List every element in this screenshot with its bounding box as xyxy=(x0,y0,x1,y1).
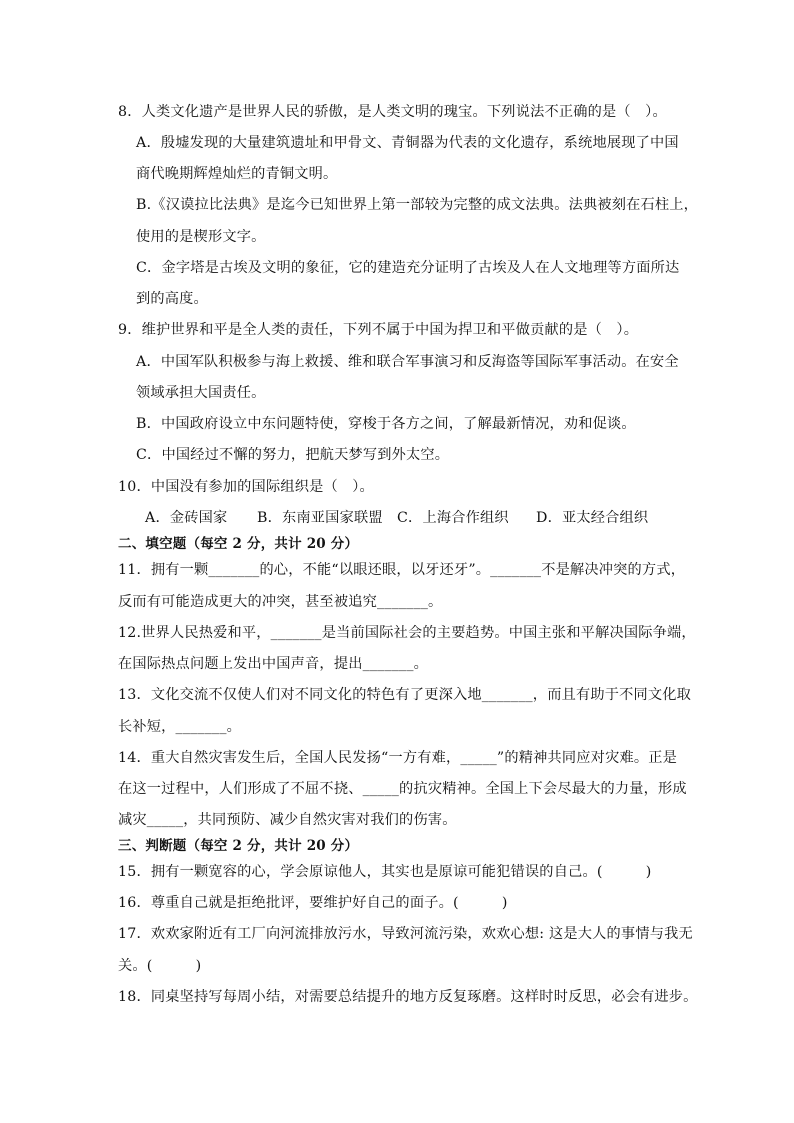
q12-line2: 在国际热点问题上发出中国声音，提出_______。 xyxy=(118,656,429,672)
q8-stem: 8．人类文化遗产是世界人民的骄傲，是人类文明的瑰宝。下列说法不正确的是（ ）。 xyxy=(118,104,667,120)
q10-option-d: D．亚太经合组织 xyxy=(536,510,649,526)
q11-line1: 11．拥有一颗_______的心，不能“以眼还眼，以牙还牙”。_______不是解决冲突的方式， xyxy=(118,562,686,578)
q14-line2: 在这一过程中，人们形成了不屈不挠、_____的抗灾精神。全国上下会尽最大的力量，形成 xyxy=(118,781,687,797)
section-fill-blank-heading: 二、填空题（每空 2 分，共计 20 分） xyxy=(118,536,359,552)
section-judgement-heading: 三、判断题（每空 2 分，共计 20 分） xyxy=(118,838,359,854)
q8-option-c-line2: 到的高度。 xyxy=(136,291,208,307)
q15-line1: 15．拥有一颗宽容的心，学会原谅他人，其实也是原谅可能犯错误的自己。( ) xyxy=(118,864,652,880)
q9-option-c: C．中国经过不懈的努力，把航天梦写到外太空。 xyxy=(136,447,450,463)
q8-option-a-line2: 商代晚期辉煌灿烂的青铜文明。 xyxy=(136,166,338,182)
q8-option-b-line1: B.《汉谟拉比法典》是迄今已知世界上第一部较为完整的成文法典。法典被刻在石柱上， xyxy=(136,197,699,213)
q10-stem: 10．中国没有参加的国际组织是（ ）。 xyxy=(118,479,374,495)
q12-line1: 12.世界人民热爱和平，_______是当前国际社会的主要趋势。中国主张和平解决国际争端， xyxy=(118,625,696,641)
q9-option-b: B．中国政府设立中东问题特使，穿梭于各方之间，了解最新情况，劝和促谈。 xyxy=(136,416,636,432)
q9-stem: 9．维护世界和平是全人类的责任，下列不属于中国为捍卫和平做贡献的是（ ）。 xyxy=(118,322,639,338)
q9-option-a-line2: 领域承担大国责任。 xyxy=(136,385,266,401)
q10-option-c: C．上海合作组织 xyxy=(397,510,509,526)
q8-option-c-line1: C．金字塔是古埃及文明的象征，它的建造充分证明了古埃及人在人文地理等方面所达 xyxy=(136,260,680,276)
q14-line1: 14．重大自然灾害发生后，全国人民发扬“一方有难，_____”的精神共同应对灾难。正是 xyxy=(118,750,678,766)
q18-line1: 18．同桌坚持写每周小结，对需要总结提升的地方反复琢磨。这样时时反思，必会有进步。 xyxy=(118,989,698,1005)
q14-line3: 减灾_____，共同预防、减少自然灾害对我们的伤害。 xyxy=(118,812,457,828)
q13-line1: 13．文化交流不仅使人们对不同文化的特色有了更深入地_______，而且有助于不同文化取 xyxy=(118,687,692,703)
q13-line2: 长补短，_______。 xyxy=(118,719,241,735)
q16-line1: 16．尊重自己就是拒绝批评，要维护好自己的面子。( ) xyxy=(118,895,508,911)
q10-option-a: A．金砖国家 xyxy=(145,510,228,526)
q17-line2: 关。( ) xyxy=(118,958,202,974)
q9-option-a-line1: A．中国军队积极参与海上救援、维和联合军事演习和反海盗等国际军事活动。在安全 xyxy=(136,354,679,370)
q11-line2: 反而有可能造成更大的冲突，甚至被追究_______。 xyxy=(118,594,443,610)
q10-option-b: B．东南亚国家联盟 xyxy=(257,510,383,526)
q8-option-a-line1: A．殷墟发现的大量建筑遗址和甲骨文、青铜器为代表的文化遗存，系统地展现了中国 xyxy=(136,135,679,151)
q17-line1: 17．欢欢家附近有工厂向河流排放污水，导致河流污染，欢欢心想: 这是大人的事情与我无 xyxy=(118,926,693,942)
q8-option-b-line2: 使用的是楔形文字。 xyxy=(136,229,266,245)
